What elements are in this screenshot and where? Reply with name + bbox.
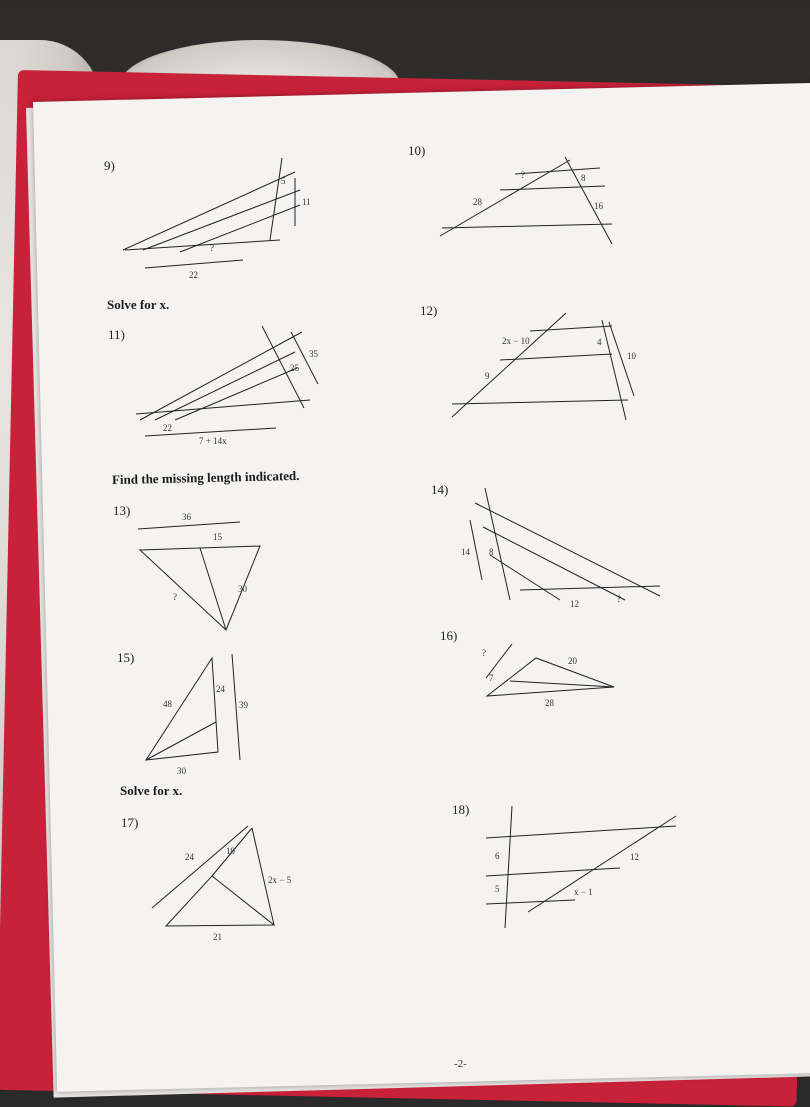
figure-13 xyxy=(138,522,260,630)
fig12-value-c: 10 xyxy=(627,351,636,361)
fig11-value-c: 22 xyxy=(163,423,172,433)
figure-15 xyxy=(146,654,240,760)
problem-13-label: 13) xyxy=(113,503,131,518)
section-header-find-missing: Find the missing length indicated. xyxy=(111,467,300,488)
fig10-value-d: 16 xyxy=(594,201,603,211)
fig11-value-b: 25 xyxy=(290,363,299,373)
fig12-value-b: 4 xyxy=(597,337,602,347)
fig16-value-d: 28 xyxy=(545,698,554,708)
fig13-value-a: 36 xyxy=(182,512,191,522)
problem-16-label: 16) xyxy=(440,628,458,643)
problem-12-label: 12) xyxy=(420,303,438,318)
problem-10-label: 10) xyxy=(408,143,426,158)
fig18-value-b: 5 xyxy=(495,884,500,894)
fig11-value-a: 35 xyxy=(309,349,318,359)
problem-11-label: 11) xyxy=(108,327,125,342)
section-header-solve-2: Solve for x. xyxy=(120,783,183,798)
fig9-value-d: 22 xyxy=(189,270,198,280)
fig16-value-a: ? xyxy=(482,648,486,658)
figure-17 xyxy=(152,826,274,926)
fig17-value-a: 24 xyxy=(185,852,194,862)
fig12-value-d: 9 xyxy=(485,371,490,381)
fig18-value-c: x − 1 xyxy=(574,887,593,897)
fig9-value-a: 5 xyxy=(281,176,286,186)
figure-12 xyxy=(452,313,634,420)
fig15-value-a: 48 xyxy=(163,699,172,709)
problem-18-label: 18) xyxy=(452,802,470,817)
fig13-value-b: 15 xyxy=(213,532,222,542)
fig14-value-d: ? xyxy=(617,594,621,604)
fig15-value-b: 24 xyxy=(216,684,225,694)
fig10-value-a: ? xyxy=(521,170,525,180)
figure-11 xyxy=(136,326,318,436)
fig17-value-b: 10 xyxy=(226,846,235,856)
fig11-value-d: 7 + 14x xyxy=(199,436,227,446)
fig14-value-c: 12 xyxy=(570,599,579,609)
fig9-value-b: 11 xyxy=(302,197,311,207)
fig13-value-d: ? xyxy=(173,592,177,602)
fig15-value-d: 30 xyxy=(177,766,186,776)
figure-10 xyxy=(440,157,612,244)
fig16-value-b: 7 xyxy=(489,673,494,683)
section-header-solve-1: Solve for x. xyxy=(107,297,170,312)
fig14-value-b: 8 xyxy=(489,547,494,557)
fig13-value-c: 30 xyxy=(238,584,247,594)
problem-15-label: 15) xyxy=(117,650,135,665)
fig14-value-a: 14 xyxy=(461,547,470,557)
fig16-value-c: 20 xyxy=(568,656,577,666)
figure-16 xyxy=(486,644,614,696)
figure-18 xyxy=(486,806,676,928)
fig10-value-b: 8 xyxy=(581,173,586,183)
figure-14 xyxy=(470,488,660,600)
fig9-value-c: ? xyxy=(210,243,214,253)
problem-14-label: 14) xyxy=(431,482,449,497)
page-number: -2- xyxy=(454,1058,467,1070)
fig17-value-c: 2x − 5 xyxy=(268,875,292,885)
problem-17-label: 17) xyxy=(121,815,139,830)
problem-9-label: 9) xyxy=(104,158,115,173)
fig18-value-d: 12 xyxy=(630,852,639,862)
fig15-value-c: 39 xyxy=(239,700,248,710)
fig18-value-a: 6 xyxy=(495,851,500,861)
fig10-value-c: 28 xyxy=(473,197,482,207)
fig12-value-a: 2x − 10 xyxy=(502,336,530,346)
fig17-value-d: 21 xyxy=(213,932,222,942)
